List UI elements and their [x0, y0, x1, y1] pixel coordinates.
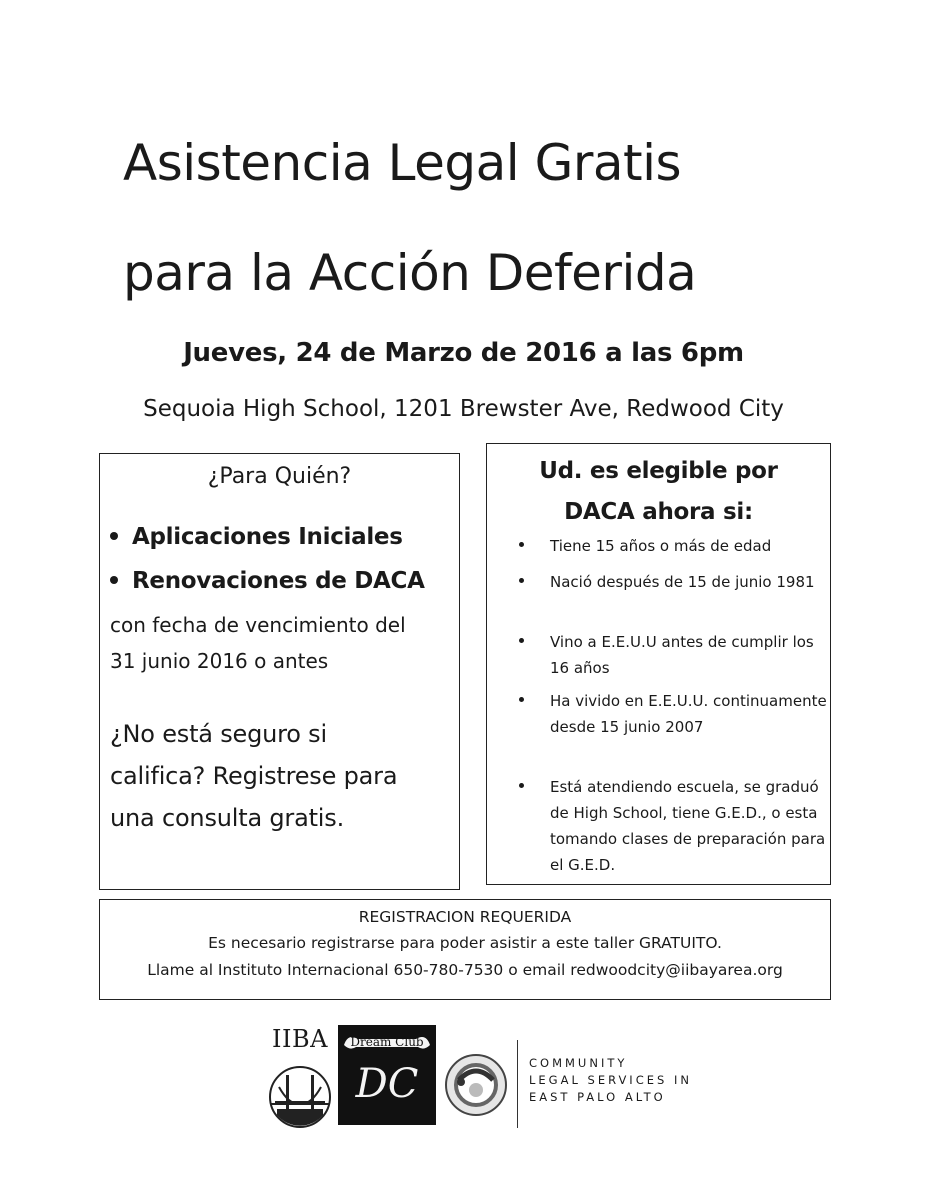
eligibility-heading: Ud. es elegible por: [539, 458, 778, 484]
iiba-logo: [265, 1025, 335, 1130]
expiration-detail-line: con fecha de vencimiento del: [110, 613, 406, 637]
dream-club-logo: [338, 1025, 436, 1125]
circle-emblem-logo: [443, 1050, 509, 1120]
eligibility-heading: DACA ahora si:: [564, 499, 753, 525]
event-venue: Sequoia High School, 1201 Brewster Ave, Redwood City: [143, 396, 784, 422]
applicant-type-item: Renovaciones de DACA: [110, 568, 425, 594]
dream-club-text: Dream Club: [350, 1035, 424, 1049]
community-legal-services-text: LEGAL SERVICES IN: [529, 1073, 692, 1087]
for-whom-box: [99, 453, 460, 890]
title-line-2: para la Acción Deferida: [123, 244, 697, 302]
bullet-icon: [110, 532, 118, 540]
registration-contact: Llame al Instituto Internacional 650-780-7530 o email redwoodcity@iibayarea.org: [147, 961, 783, 979]
iiba-logo-text: IIBA: [272, 1025, 328, 1053]
bullet-icon: [519, 542, 524, 547]
applicant-type-item: Aplicaciones Iniciales: [110, 524, 403, 550]
registration-notice: Es necesario registrarse para poder asistir a este taller GRATUITO.: [208, 934, 722, 952]
bullet-icon: [519, 638, 524, 643]
bullet-icon: [519, 697, 524, 702]
consult-prompt-line: una consulta gratis.: [110, 804, 344, 832]
consult-prompt-line: ¿No está seguro si: [110, 720, 327, 748]
bridge-icon: [265, 1057, 335, 1132]
dream-club-monogram: DC: [355, 1061, 419, 1107]
logo-divider: [517, 1040, 518, 1128]
event-date: Jueves, 24 de Marzo de 2016 a las 6pm: [183, 338, 744, 368]
bullet-icon: [519, 783, 524, 788]
title-line-1: Asistencia Legal Gratis: [123, 134, 682, 192]
bullet-icon: [110, 576, 118, 584]
community-legal-services-text: COMMUNITY: [529, 1056, 628, 1070]
registration-box: [99, 899, 831, 1000]
eligibility-box: Ud. es elegible por DACA ahora si: Tiene 15 años o más de edad Nació después de 15 de junio 1981 Vino a E.E.U.U antes de cumplir los 16 años Ha vivido en E.E.U.U. continuamente desde 15 junio 2007 Está atendiendo escuela, se graduó de High School, tiene G.E.D., o esta tomando clases de preparación para el G.E.D.: [486, 443, 831, 885]
bullet-icon: [519, 578, 524, 583]
consult-prompt-line: califica? Registrese para: [110, 762, 398, 790]
for-whom-heading: ¿Para Quién?: [207, 464, 352, 489]
registration-heading: REGISTRACION REQUERIDA: [358, 908, 572, 926]
expiration-detail-line: 31 junio 2016 o antes: [110, 649, 329, 673]
community-legal-services-text: EAST PALO ALTO: [529, 1090, 666, 1104]
